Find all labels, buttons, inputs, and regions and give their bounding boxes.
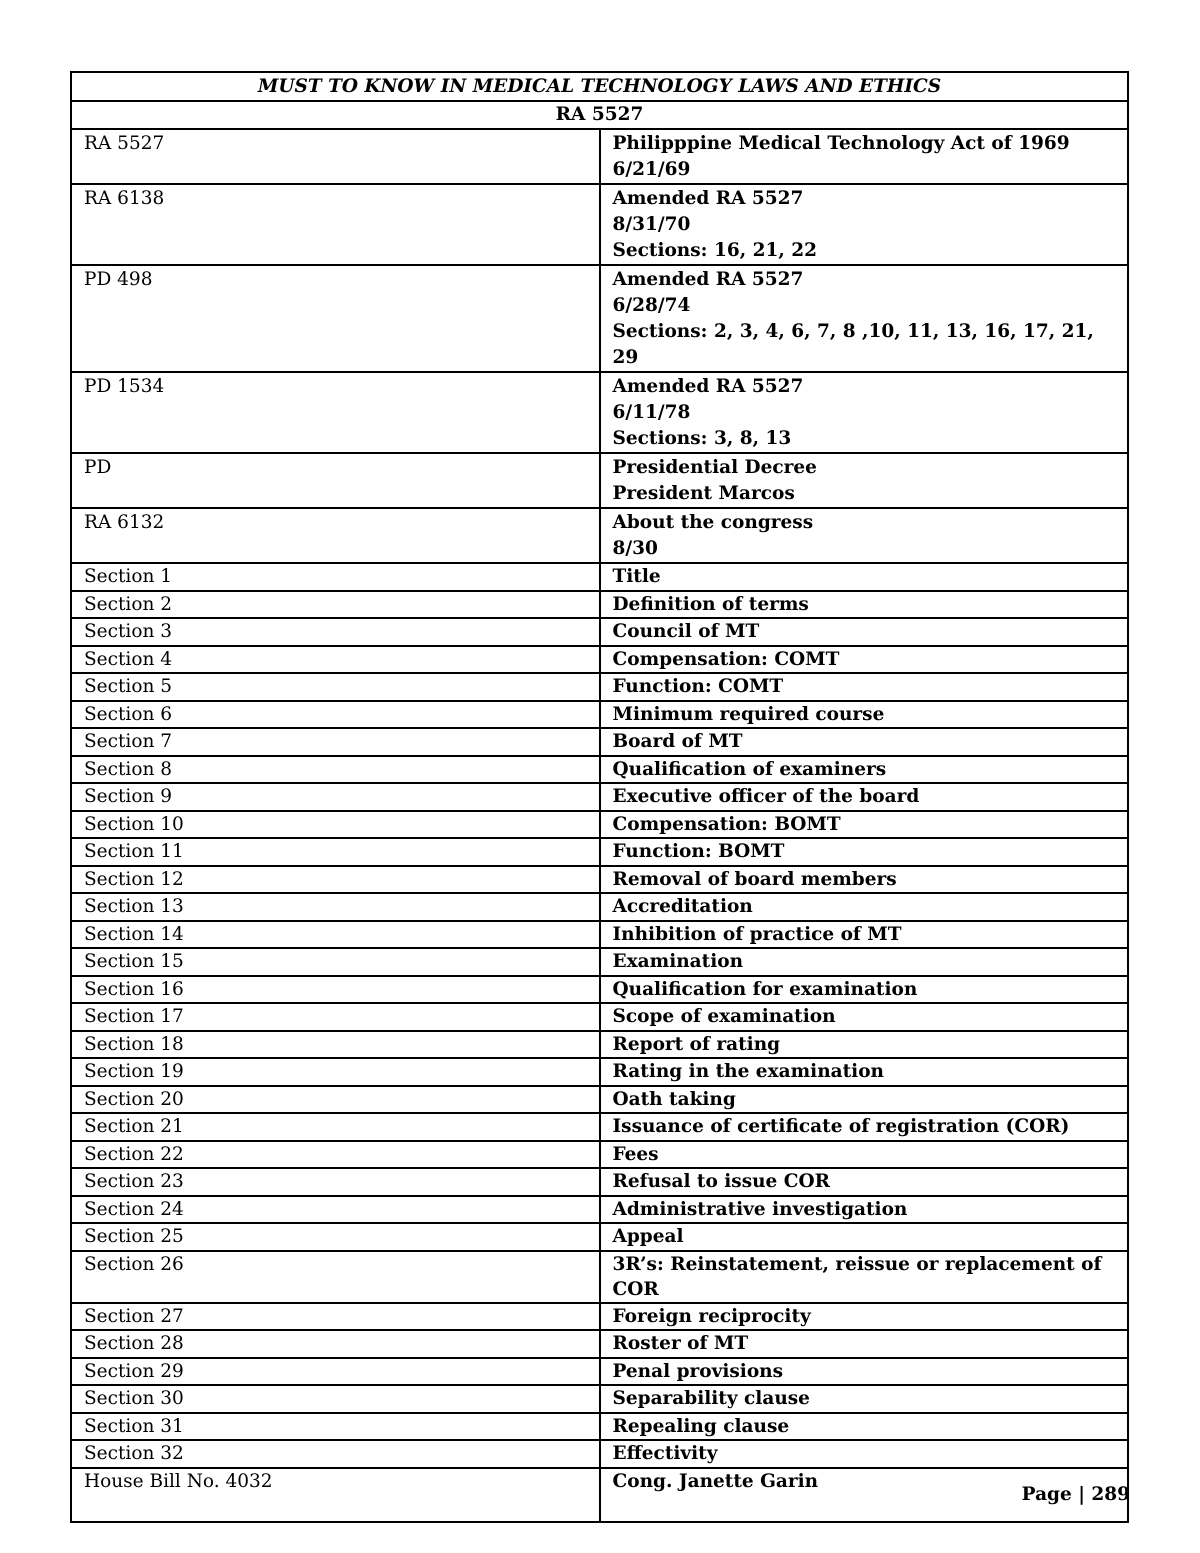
row-description: Repealing clause [600, 1413, 1129, 1441]
table-row [71, 1303, 1128, 1331]
row-description: Qualification for examination [600, 976, 1129, 1004]
row-law-label: Section 11 [71, 838, 600, 866]
row-law-label: Section 4 [71, 646, 600, 674]
row-description: Compensation: BOMT [600, 811, 1129, 839]
table-row [71, 508, 1128, 563]
row-law-label: PD [71, 453, 600, 508]
row-law-label: Section 13 [71, 893, 600, 921]
row-law-label: Section 30 [71, 1385, 600, 1413]
table-row [71, 1113, 1128, 1141]
row-description: Rating in the examination [600, 1058, 1129, 1086]
table-row [71, 618, 1128, 646]
row-law-label: Section 29 [71, 1358, 600, 1386]
table-row [71, 1413, 1128, 1441]
table-row [71, 948, 1128, 976]
table-title-row [71, 72, 1128, 101]
row-law-label: Section 17 [71, 1003, 600, 1031]
table-row [71, 1223, 1128, 1251]
table-row [71, 783, 1128, 811]
row-law-label: Section 12 [71, 866, 600, 894]
row-description: Accreditation [600, 893, 1129, 921]
row-description: Presidential Decree President Marcos [600, 453, 1129, 508]
row-law-label: Section 31 [71, 1413, 600, 1441]
table-row [71, 265, 1128, 372]
table-row [71, 1058, 1128, 1086]
table-row [71, 129, 1128, 184]
row-description: Oath taking [600, 1086, 1129, 1114]
row-law-label: House Bill No. 4032 [71, 1468, 600, 1522]
row-description: Amended RA 5527 8/31/70 Sections: 16, 21, 22 [600, 184, 1129, 265]
row-law-label: Section 9 [71, 783, 600, 811]
row-law-label: Section 21 [71, 1113, 600, 1141]
row-description: Philipppine Medical Technology Act of 1969 6/21/69 [600, 129, 1129, 184]
page-number: Page | 289 [1021, 1484, 1130, 1505]
table-row [71, 1440, 1128, 1468]
row-description: 3R’s: Reinstatement, reissue or replacement of COR [600, 1251, 1129, 1303]
row-law-label: Section 7 [71, 728, 600, 756]
row-description: About the congress 8/30 [600, 508, 1129, 563]
row-law-label: Section 3 [71, 618, 600, 646]
row-description: Definition of terms [600, 591, 1129, 619]
table-row [71, 1141, 1128, 1169]
table-row [71, 838, 1128, 866]
row-description: Amended RA 5527 6/11/78 Sections: 3, 8, 13 [600, 372, 1129, 453]
row-description: Qualification of examiners [600, 756, 1129, 784]
table-row [71, 1168, 1128, 1196]
row-description: Inhibition of practice of MT [600, 921, 1129, 949]
row-law-label: Section 14 [71, 921, 600, 949]
row-law-label: Section 6 [71, 701, 600, 729]
row-description: Removal of board members [600, 866, 1129, 894]
table-row [71, 372, 1128, 453]
table-row [71, 453, 1128, 508]
row-description: Issuance of certificate of registration (COR) [600, 1113, 1129, 1141]
table-row [71, 976, 1128, 1004]
row-law-label: Section 18 [71, 1031, 600, 1059]
row-description: Title [600, 563, 1129, 591]
row-law-label: Section 15 [71, 948, 600, 976]
row-description: Administrative investigation [600, 1196, 1129, 1224]
document-title: MUST TO KNOW IN MEDICAL TECHNOLOGY LAWS AND ETHICS [71, 72, 1128, 101]
table-row [71, 866, 1128, 894]
row-description: Compensation: COMT [600, 646, 1129, 674]
row-law-label: Section 16 [71, 976, 600, 1004]
table-row [71, 811, 1128, 839]
table-row [71, 893, 1128, 921]
row-law-label: Section 19 [71, 1058, 600, 1086]
row-law-label: Section 1 [71, 563, 600, 591]
table-row [71, 701, 1128, 729]
row-description: Refusal to issue COR [600, 1168, 1129, 1196]
table-row [71, 1086, 1128, 1114]
row-law-label: Section 10 [71, 811, 600, 839]
row-law-label: PD 1534 [71, 372, 600, 453]
row-law-label: Section 27 [71, 1303, 600, 1331]
table-row [71, 1385, 1128, 1413]
row-description: Cong. Janette Garin [600, 1468, 1129, 1522]
table-subtitle-row [71, 101, 1128, 129]
row-law-label: Section 26 [71, 1251, 600, 1303]
row-description: Foreign reciprocity [600, 1303, 1129, 1331]
row-description: Function: BOMT [600, 838, 1129, 866]
table-row [71, 1358, 1128, 1386]
row-description: Roster of MT [600, 1330, 1129, 1358]
laws-table [70, 71, 1129, 1523]
table-row [71, 673, 1128, 701]
table-row [71, 921, 1128, 949]
row-description: Examination [600, 948, 1129, 976]
row-law-label: Section 25 [71, 1223, 600, 1251]
row-law-label: Section 28 [71, 1330, 600, 1358]
table-row [71, 1031, 1128, 1059]
row-description: Effectivity [600, 1440, 1129, 1468]
table-row [71, 1003, 1128, 1031]
row-law-label: Section 2 [71, 591, 600, 619]
table-row [71, 591, 1128, 619]
row-description: Separability clause [600, 1385, 1129, 1413]
table-row [71, 563, 1128, 591]
table-row [71, 1330, 1128, 1358]
row-description: Fees [600, 1141, 1129, 1169]
row-description: Minimum required course [600, 701, 1129, 729]
row-description: Appeal [600, 1223, 1129, 1251]
row-description: Report of rating [600, 1031, 1129, 1059]
table-row [71, 728, 1128, 756]
row-law-label: Section 23 [71, 1168, 600, 1196]
document-subtitle: RA 5527 [71, 101, 1128, 129]
row-description: Council of MT [600, 618, 1129, 646]
row-law-label: Section 8 [71, 756, 600, 784]
row-law-label: RA 6132 [71, 508, 600, 563]
row-law-label: Section 20 [71, 1086, 600, 1114]
table-row [71, 1468, 1128, 1522]
row-law-label: RA 5527 [71, 129, 600, 184]
row-law-label: Section 22 [71, 1141, 600, 1169]
row-description: Scope of examination [600, 1003, 1129, 1031]
table-row [71, 1196, 1128, 1224]
table-row [71, 756, 1128, 784]
row-law-label: Section 32 [71, 1440, 600, 1468]
row-law-label: RA 6138 [71, 184, 600, 265]
row-description: Penal provisions [600, 1358, 1129, 1386]
table-row [71, 646, 1128, 674]
row-description: Function: COMT [600, 673, 1129, 701]
row-description: Amended RA 5527 6/28/74 Sections: 2, 3, 4, 6, 7, 8 ,10, 11, 13, 16, 17, 21, 29 [600, 265, 1129, 372]
row-description: Board of MT [600, 728, 1129, 756]
row-description: Executive officer of the board [600, 783, 1129, 811]
row-law-label: Section 24 [71, 1196, 600, 1224]
table-row [71, 184, 1128, 265]
table-row [71, 1251, 1128, 1303]
row-law-label: Section 5 [71, 673, 600, 701]
row-law-label: PD 498 [71, 265, 600, 372]
